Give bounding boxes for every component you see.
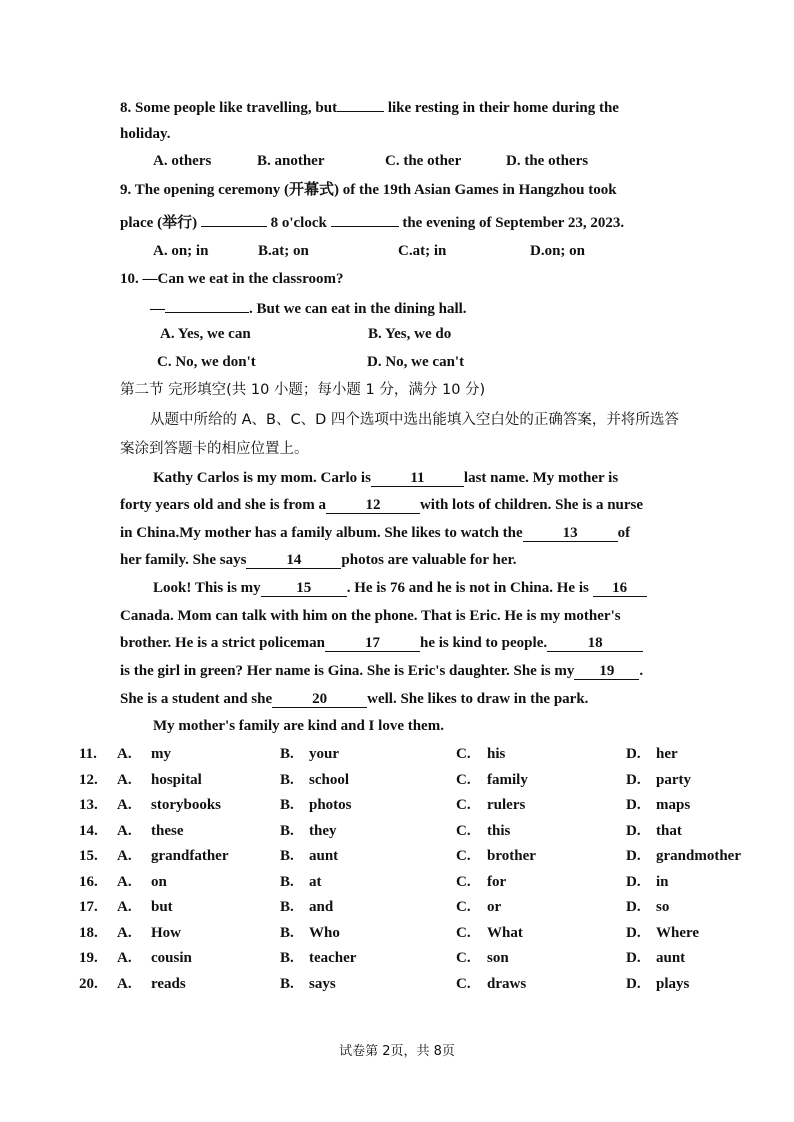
q9-stem-part3: the evening of September 23, 2023. (398, 215, 625, 231)
passage-text: last name. My mother is (463, 470, 619, 486)
option-c: his (487, 746, 506, 762)
passage-text: . (639, 663, 644, 679)
blank-14: 14 (246, 552, 341, 569)
question-number: 14. (79, 823, 98, 839)
page-footer: 试卷第 2页，共 8页 (339, 1044, 455, 1059)
letter-d: D. (626, 950, 641, 966)
option-d: plays (656, 976, 690, 992)
letter-c: C. (456, 899, 471, 915)
passage-line8 (120, 662, 643, 680)
option-b: aunt (309, 848, 339, 864)
option-d: maps (656, 797, 691, 813)
option-b: school (309, 772, 350, 788)
q10-option-d: D. No, we can't (367, 354, 465, 370)
options-row (0, 899, 794, 919)
letter-a: A. (117, 950, 132, 966)
option-c: this (487, 823, 511, 839)
option-c: brother (487, 848, 536, 864)
option-a: grandfather (151, 848, 229, 864)
option-d: grandmother (656, 848, 741, 864)
letter-a: A. (117, 746, 132, 762)
letter-c: C. (456, 874, 471, 890)
option-b: says (309, 976, 336, 992)
option-d: so (656, 899, 670, 915)
option-c: family (487, 772, 528, 788)
letter-b: B. (280, 950, 294, 966)
passage-line6: Canada. Mom can talk with him on the phone. That is Eric. He is my mother's (120, 608, 621, 624)
option-c: draws (487, 976, 527, 992)
option-a: storybooks (151, 797, 222, 813)
option-d: her (656, 746, 678, 762)
option-c: rulers (487, 797, 526, 813)
blank-15: 15 (261, 580, 347, 597)
letter-b: B. (280, 976, 294, 992)
q8-option-d: D. the others (506, 153, 589, 169)
passage-text: her family. She says (120, 552, 247, 568)
passage-text: of (617, 525, 631, 541)
letter-c: C. (456, 925, 471, 941)
letter-a: A. (117, 976, 132, 992)
letter-d: D. (626, 899, 641, 915)
option-c: for (487, 874, 507, 890)
option-d: in (656, 874, 669, 890)
letter-c: C. (456, 772, 471, 788)
question-number: 16. (79, 874, 98, 890)
letter-b: B. (280, 874, 294, 890)
passage-line1 (153, 469, 618, 487)
blank-19: 19 (574, 663, 639, 680)
passage-text: Kathy Carlos is my mom. Carlo is (153, 470, 371, 486)
question-number: 12. (79, 772, 98, 788)
blank-11: 11 (371, 470, 464, 487)
q9-blank-2 (331, 212, 399, 227)
passage-line7 (120, 634, 643, 652)
letter-b: B. (280, 772, 294, 788)
section-instruction-line1: 从题中所给的 A、B、C、D 四个选项中选出能填入空白处的正确答案，并将所选答 (150, 412, 679, 428)
option-d: Where (656, 925, 700, 941)
q9-blank-1 (201, 212, 267, 227)
q10-stem-line2 (150, 298, 467, 318)
passage-line9 (120, 690, 588, 708)
passage-line3 (120, 524, 630, 542)
letter-c: C. (456, 950, 471, 966)
letter-b: B. (280, 823, 294, 839)
letter-d: D. (626, 976, 641, 992)
option-b: photos (309, 797, 352, 813)
q8-stem-line2: holiday. (120, 126, 171, 142)
letter-b: B. (280, 925, 294, 941)
option-b: teacher (309, 950, 357, 966)
options-row (0, 823, 794, 843)
option-a: How (151, 925, 181, 941)
passage-text: brother. He is a strict policeman (120, 635, 325, 651)
option-a: but (151, 899, 173, 915)
q9-option-b: B.at; on (258, 243, 309, 259)
q9-option-d: D.on; on (530, 243, 586, 259)
option-a: reads (151, 976, 186, 992)
option-a: these (151, 823, 184, 839)
letter-a: A. (117, 899, 132, 915)
section-title: 第二节 完形填空(共 10 小题；每小题 1 分，满分 10 分) (120, 382, 486, 398)
passage-line5 (153, 579, 647, 597)
letter-d: D. (626, 925, 641, 941)
option-c: or (487, 899, 502, 915)
blank-13: 13 (523, 525, 618, 542)
letter-c: C. (456, 823, 471, 839)
question-number: 17. (79, 899, 98, 915)
question-number: 18. (79, 925, 98, 941)
passage-line2 (120, 496, 643, 514)
passage-line10: My mother's family are kind and I love them. (153, 718, 444, 734)
blank-18: 18 (547, 635, 643, 652)
option-b: at (309, 874, 322, 890)
q8-option-b: B. another (257, 153, 325, 169)
q8-option-c: C. the other (385, 153, 462, 169)
passage-text: forty years old and she is from a (120, 497, 326, 513)
q9-stem-part1: place (举行) (120, 215, 201, 231)
question-number: 15. (79, 848, 98, 864)
passage-text: photos are valuable for her. (341, 552, 517, 568)
q9-option-c: C.at; in (398, 243, 447, 259)
option-d: party (656, 772, 691, 788)
letter-a: A. (117, 772, 132, 788)
options-row (0, 746, 794, 766)
blank-16: 16 (593, 580, 647, 597)
options-row (0, 797, 794, 817)
q10-stem-part2: . But we can eat in the dining hall. (249, 301, 467, 317)
passage-line4 (120, 551, 517, 569)
q9-stem-line1: 9. The opening ceremony (开幕式) of the 19th Asian Games in Hangzhou took (120, 182, 617, 198)
passage-text: in China.My mother has a family album. She likes to watch the (120, 525, 523, 541)
option-b: and (309, 899, 334, 915)
letter-c: C. (456, 746, 471, 762)
letter-c: C. (456, 848, 471, 864)
letter-a: A. (117, 925, 132, 941)
letter-d: D. (626, 848, 641, 864)
blank-20: 20 (272, 691, 367, 708)
option-a: my (151, 746, 171, 762)
options-row (0, 976, 794, 996)
option-b: your (309, 746, 339, 762)
options-row (0, 874, 794, 894)
passage-text: is the girl in green? Her name is Gina. She is Eric's daughter. She is my (120, 663, 575, 679)
passage-text: . He is 76 and he is not in China. He is (346, 580, 593, 596)
letter-a: A. (117, 874, 132, 890)
q9-stem-line2 (120, 212, 624, 232)
question-number: 20. (79, 976, 98, 992)
letter-a: A. (117, 797, 132, 813)
q9-option-a: A. on; in (153, 243, 209, 259)
q8-stem-line1 (120, 97, 619, 117)
passage-text: Look! This is my (153, 580, 261, 596)
letter-c: C. (456, 797, 471, 813)
question-number: 19. (79, 950, 98, 966)
passage-text: She is a student and she (120, 691, 273, 707)
letter-d: D. (626, 772, 641, 788)
option-a: on (151, 874, 167, 890)
letter-c: C. (456, 976, 471, 992)
letter-d: D. (626, 797, 641, 813)
letter-d: D. (626, 874, 641, 890)
q10-stem-line1: 10. —Can we eat in the classroom? (120, 271, 344, 287)
options-row (0, 950, 794, 970)
question-number: 13. (79, 797, 98, 813)
option-c: son (487, 950, 509, 966)
q10-dash: — (150, 301, 165, 317)
options-row (0, 772, 794, 792)
option-b: Who (309, 925, 340, 941)
letter-a: A. (117, 823, 132, 839)
q10-option-c: C. No, we don't (157, 354, 256, 370)
q10-option-b: B. Yes, we do (368, 326, 452, 342)
options-row (0, 925, 794, 945)
q8-blank (337, 97, 384, 112)
option-a: hospital (151, 772, 202, 788)
question-number: 11. (79, 746, 97, 762)
q8-stem-part2: like resting in their home during the (384, 100, 619, 116)
letter-b: B. (280, 848, 294, 864)
option-d: aunt (656, 950, 686, 966)
blank-12: 12 (326, 497, 420, 514)
letter-d: D. (626, 746, 641, 762)
options-row (0, 848, 794, 868)
letter-b: B. (280, 746, 294, 762)
letter-b: B. (280, 899, 294, 915)
q8-option-a: A. others (153, 153, 212, 169)
q9-stem-part2: 8 o'clock (266, 215, 331, 231)
letter-b: B. (280, 797, 294, 813)
option-d: that (656, 823, 682, 839)
letter-d: D. (626, 823, 641, 839)
q10-option-a: A. Yes, we can (160, 326, 251, 342)
option-c: What (487, 925, 523, 941)
q10-blank (165, 298, 249, 313)
option-a: cousin (151, 950, 192, 966)
passage-text: with lots of children. She is a nurse (419, 497, 644, 513)
letter-a: A. (117, 848, 132, 864)
section-instruction-line2: 案涂到答题卡的相应位置上。 (120, 441, 309, 457)
passage-text: well. She likes to draw in the park. (367, 691, 589, 707)
option-b: they (309, 823, 337, 839)
passage-text: he is kind to people. (419, 635, 548, 651)
blank-17: 17 (325, 635, 420, 652)
q8-stem-part1: 8. Some people like travelling, but (120, 100, 338, 116)
